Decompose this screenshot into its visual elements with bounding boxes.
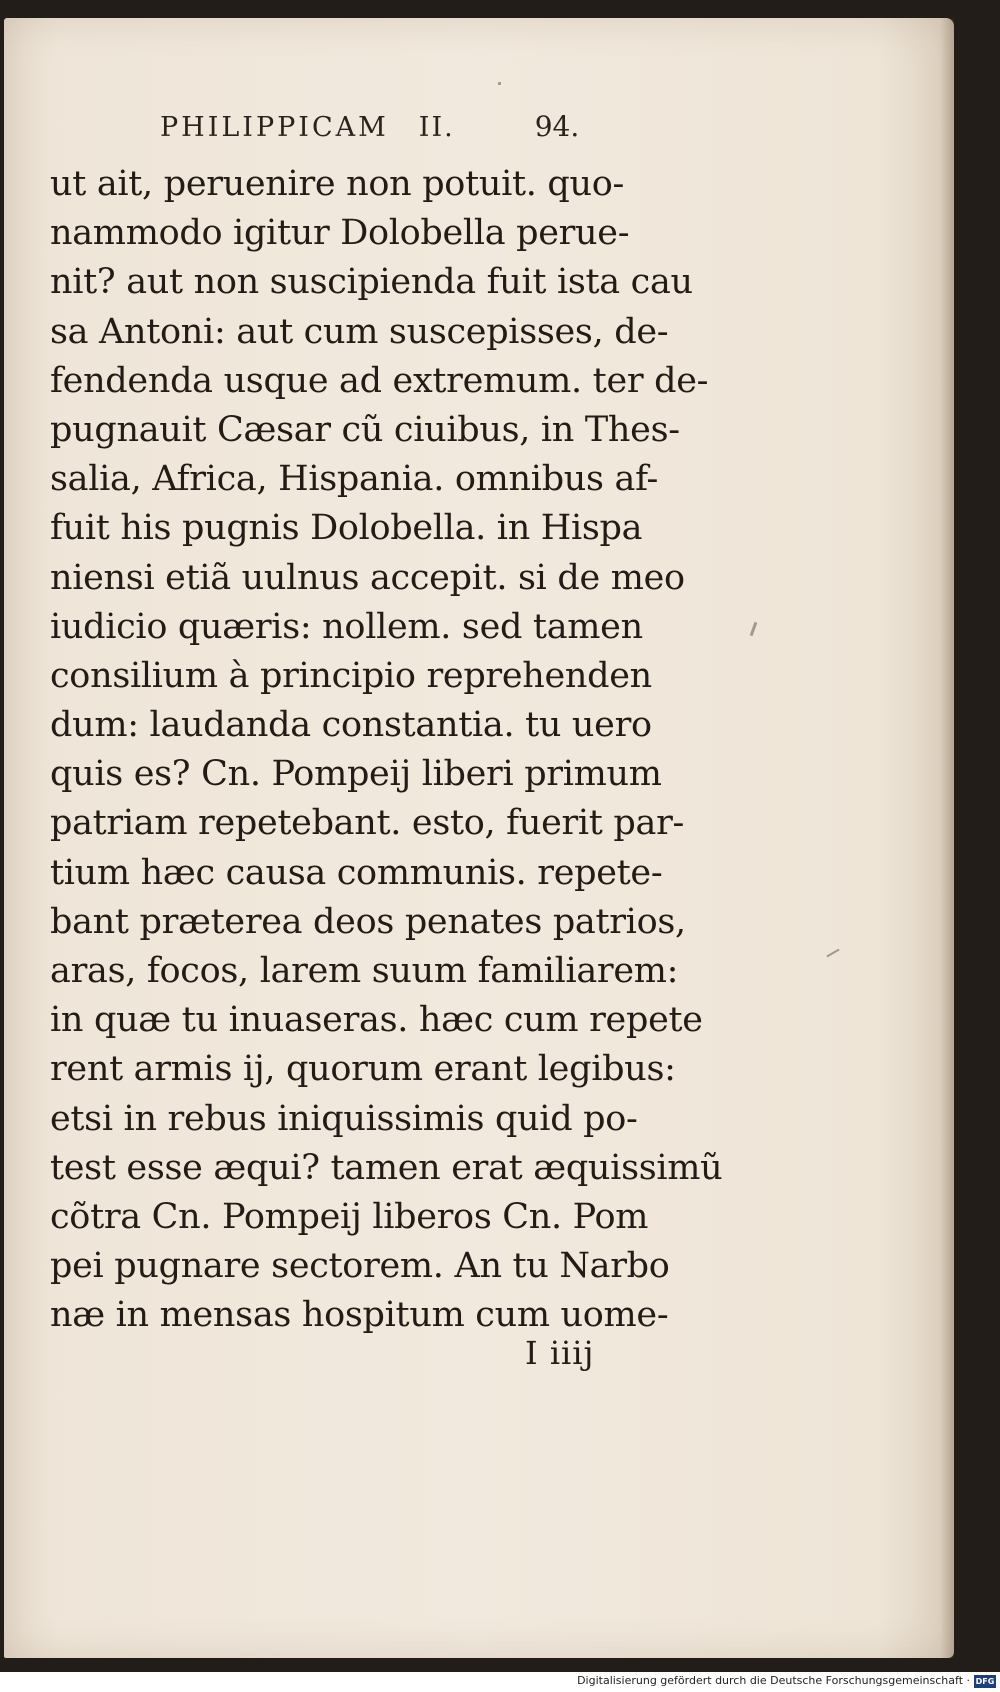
text-line: in quæ tu inuaseras. hæc cum repete (50, 1000, 703, 1041)
text-line: niensi etiã uulnus accepit. si de meo (50, 557, 685, 598)
funding-credit: Digitalisierung gefördert durch die Deutsche Forschungsgemeinschaft · (577, 1674, 970, 1687)
dfg-logo: DFG (975, 1677, 995, 1686)
footer-bar (0, 1672, 1000, 1692)
text-line: ut ait, peruenire non potuit. quo- (50, 164, 625, 204)
text-line: sa Antoni: aut cum suscepisses, de- (50, 311, 669, 352)
text-line: næ in mensas hospitum cum uome- (50, 1295, 669, 1336)
running-head-book: II. (418, 112, 455, 143)
running-head (160, 110, 680, 143)
text-line: pei pugnare sectorem. An tu Narbo (50, 1246, 670, 1287)
text-line: iudicio quæris: nollem. sed tamen (50, 606, 643, 647)
text-line: fendenda usque ad extremum. ter de- (50, 360, 709, 401)
signature-mark: I iiij (525, 1334, 595, 1372)
text-line: fuit his pugnis Dolobella. in Hispa (50, 508, 643, 549)
folio-number: 94. (534, 110, 580, 143)
paper-blemish (498, 82, 501, 85)
text-line: patriam repetebant. esto, fuerit par- (50, 803, 685, 844)
text-line: quis es? Cn. Pompeij liberi primum (50, 754, 662, 795)
page-edge-shadow (940, 18, 954, 1658)
text-line: tium hæc causa communis. repete- (50, 852, 663, 893)
text-line: bant præterea deos penates patrios, (50, 901, 686, 942)
running-head-title: PHILIPPICAM (160, 112, 389, 143)
text-line: salia, Africa, Hispania. omnibus af- (50, 459, 659, 500)
text-line: rent armis ij, quorum erant legibus: (50, 1049, 676, 1090)
text-line: pugnauit Cæsar cũ ciuibus, in Thes- (50, 409, 680, 450)
text-line: cõtra Cn. Pompeij liberos Cn. Pom (50, 1196, 649, 1237)
text-line: aras, focos, larem suum familiarem: (50, 951, 679, 991)
text-line: dum: laudanda constantia. tu uero (50, 705, 652, 746)
text-line: etsi in rebus iniquissimis quid po- (50, 1098, 638, 1139)
text-line: nammodo igitur Dolobella perue- (50, 213, 630, 254)
text-block (50, 160, 730, 1341)
text-line: consilium à principio reprehenden (50, 655, 652, 696)
text-line: test esse æqui? tamen erat æquissimũ (50, 1147, 723, 1188)
text-line: nit? aut non suscipienda fuit ista cau (50, 262, 693, 303)
